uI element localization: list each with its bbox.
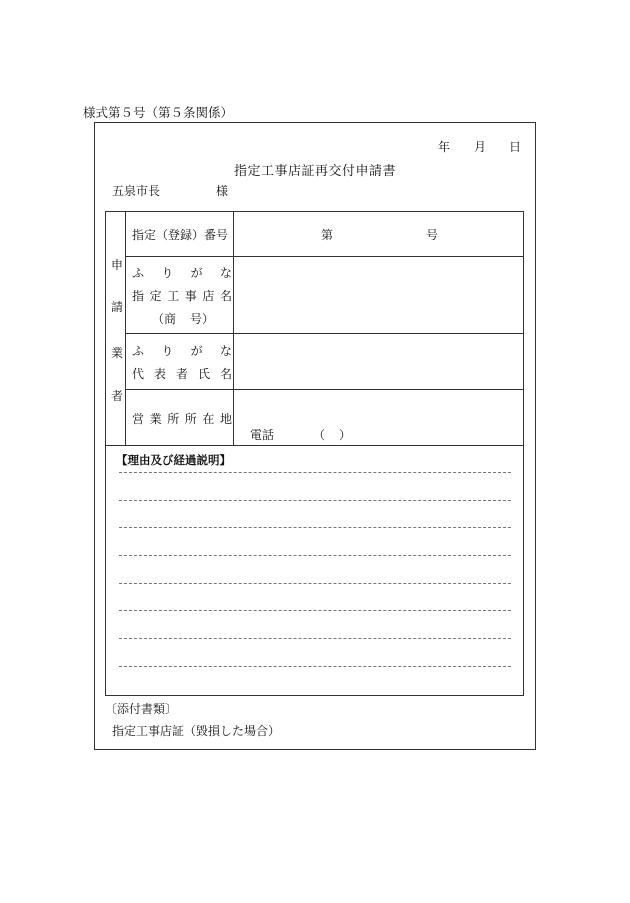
furigana-label [132, 264, 232, 281]
store-name-char: 事 [184, 289, 197, 303]
office-location-label [132, 410, 232, 427]
number-go: 号 [426, 228, 439, 242]
applicant-label-char: 者 [111, 389, 124, 403]
writing-line [119, 583, 511, 584]
office-location-char: 業 [149, 412, 162, 426]
document-title: 指定工事店証再交付申請書 [233, 164, 396, 179]
form-number-label: 様式第５号（第５条関係） [83, 105, 234, 120]
writing-line [119, 638, 511, 639]
representative-char: 表 [153, 367, 166, 381]
applicant-label-char: 請 [111, 300, 124, 314]
store-name-label [132, 287, 232, 304]
store-name-char: 指 [132, 289, 145, 303]
writing-line [119, 472, 511, 473]
furigana-char: ふ [132, 266, 145, 280]
furigana-char: な [219, 266, 232, 280]
shop-name-label [152, 310, 214, 327]
office-location-char: 所 [184, 412, 197, 426]
furigana-char: が [190, 344, 203, 358]
store-name-char: 定 [149, 289, 162, 303]
furigana-char: ふ [132, 344, 145, 358]
office-location-char: 所 [167, 412, 180, 426]
representative-name-label [132, 365, 232, 382]
row-divider [125, 389, 524, 390]
furigana-char: な [219, 344, 232, 358]
number-dai: 第 [321, 228, 334, 242]
shop-name-part: （商 [152, 312, 177, 326]
applicant-label-char: 業 [111, 346, 124, 360]
date-month: 月 [474, 140, 487, 154]
furigana-label [132, 342, 232, 359]
column-divider [125, 211, 126, 445]
column-divider [233, 211, 234, 445]
representative-char: 代 [132, 367, 145, 381]
phone-paren-open: （ [313, 428, 326, 442]
representative-char: 氏 [197, 367, 210, 381]
date-day: 日 [509, 140, 522, 154]
writing-line [119, 500, 511, 501]
date-year: 年 [438, 140, 451, 154]
phone-label: 電話 [250, 428, 275, 442]
row-divider [125, 256, 524, 257]
office-location-char: 営 [132, 412, 145, 426]
writing-line [119, 555, 511, 556]
row-divider [125, 333, 524, 334]
representative-char: 名 [219, 367, 232, 381]
shop-name-part: 号） [189, 312, 214, 326]
writing-line [119, 610, 511, 611]
phone-paren-close: ） [339, 428, 352, 442]
furigana-char: が [190, 266, 203, 280]
store-name-char: 名 [219, 289, 232, 303]
designation-number-label: 指定（登録）番号 [132, 228, 229, 242]
row-divider [105, 445, 524, 446]
honorific: 様 [216, 184, 229, 198]
writing-line [119, 666, 511, 667]
office-location-char: 地 [219, 412, 232, 426]
addressee: 五泉市長 [112, 184, 161, 198]
writing-line [119, 527, 511, 528]
representative-char: 者 [175, 367, 188, 381]
attachment-item: 指定工事店証（毀損した場合） [112, 724, 281, 738]
store-name-char: 店 [202, 289, 215, 303]
applicant-label-char: 申 [111, 258, 124, 272]
attachments-label: 〔添付書類〕 [105, 702, 178, 716]
store-name-char: 工 [167, 289, 180, 303]
furigana-char: り [161, 266, 174, 280]
furigana-char: り [161, 344, 174, 358]
office-location-char: 在 [202, 412, 215, 426]
reason-label: 【理由及び経過説明】 [116, 453, 231, 467]
